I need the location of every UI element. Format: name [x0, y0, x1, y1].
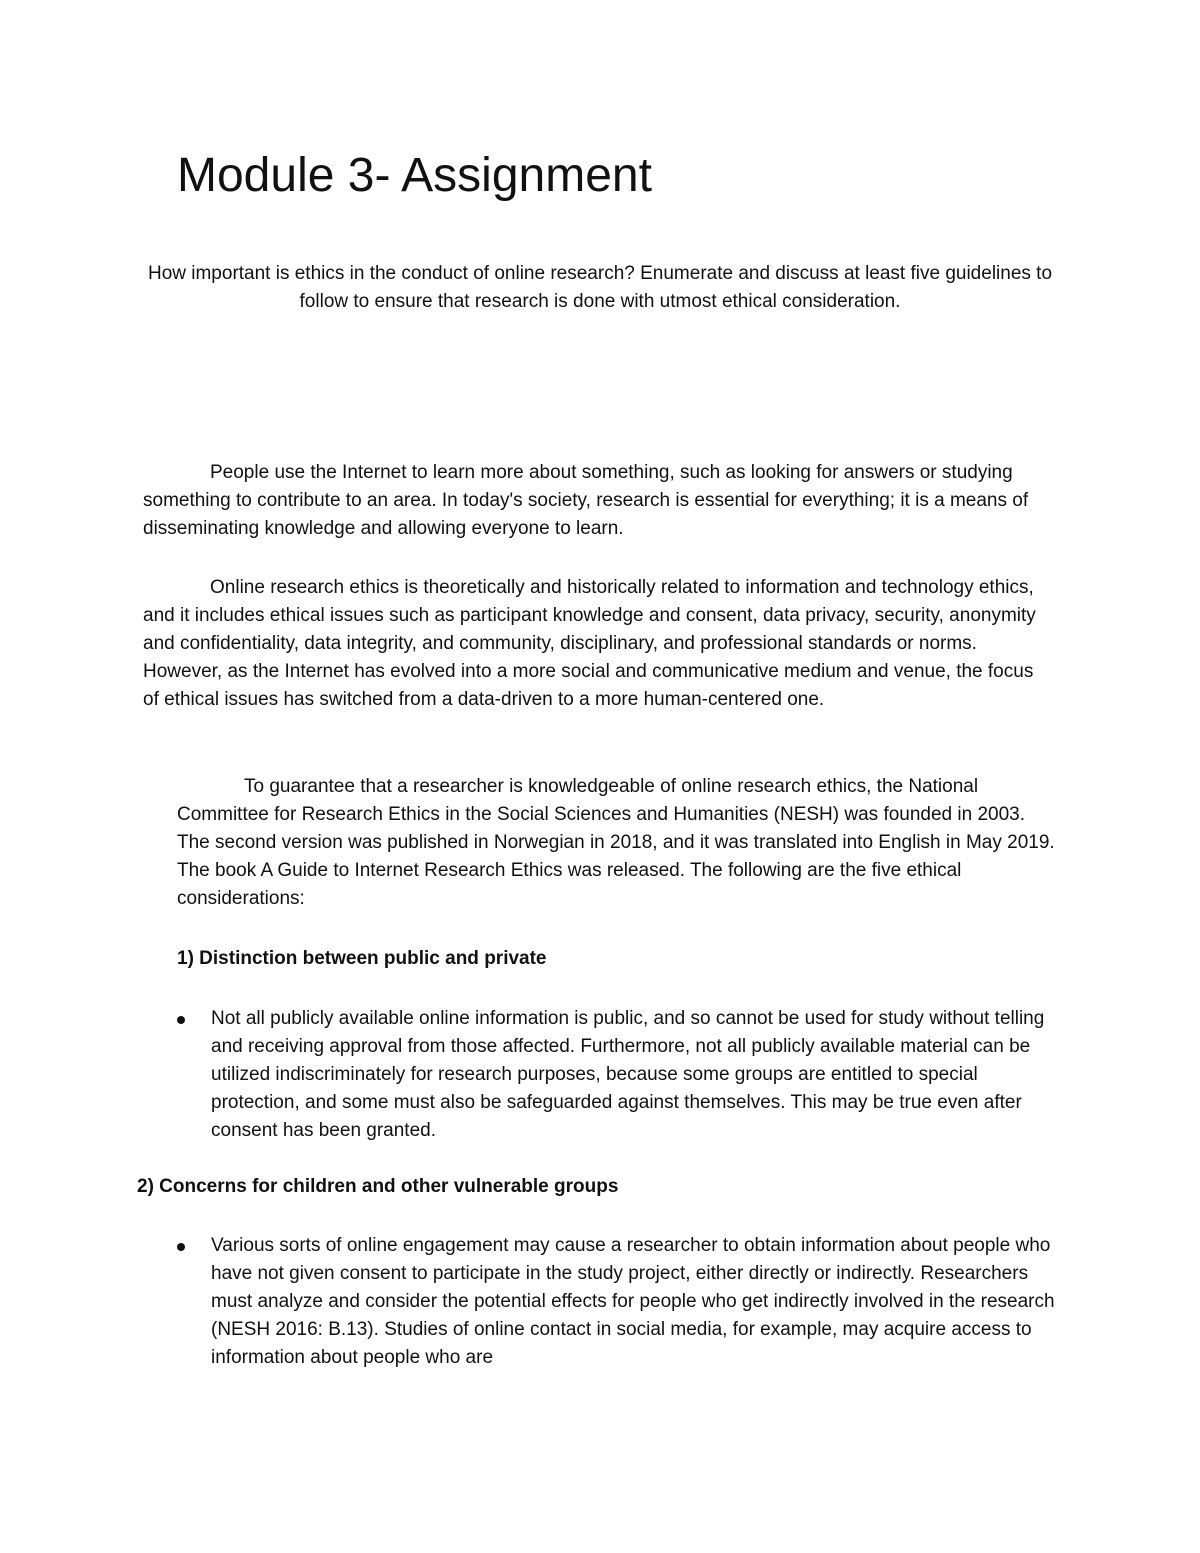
bullet-icon: [177, 1016, 185, 1024]
section-heading-vulnerable-groups: 2) Concerns for children and other vulnerable groups: [137, 1176, 619, 1197]
paragraph-online-research-ethics: Online research ethics is theoretically and historically related to information and technology ethics, and it includes ethical issues such as participant knowledge and consent, data privacy, security, anonymity and confidentiality, data integrity, and community, disciplinary, and professional standards or norms. However, as the Internet has evolved into a more social and communicative medium and venue, the focus of ethical issues has switched from a data-driven to a more human-centered one.: [143, 577, 1036, 710]
page-title: Module 3- Assignment: [177, 149, 652, 202]
assignment-question: How important is ethics in the conduct of online research? Enumerate and discuss at least five guidelines to follow to ensure that research is done with utmost ethical consideration.: [147, 263, 1053, 312]
paragraph-intro: People use the Internet to learn more about something, such as looking for answers or studying something to contribute to an area. In today's society, research is essential for everything; it is a means of disseminating knowledge and allowing everyone to learn.: [143, 462, 1029, 539]
paragraph-nesh-guidelines: To guarantee that a researcher is knowledgeable of online research ethics, the National Committee for Research Ethics in the Social Sciences and Humanities (NESH) was founded in 2003. The second version was published in Norwegian in 2018, and it was translated into English in May 2019. The book A Guide to Internet Research Ethics was released. The following are the five ethical considerations:: [177, 776, 1055, 909]
bullet-vulnerable-groups: Various sorts of online engagement may cause a researcher to obtain information about people who have not given consent to participate in the study project, either directly or indirectly. Researchers must analyze and consider the potential effects for people who get indirectly involved in the research (NESH 2016: B.13). Studies of online contact in social media, for example, may acquire access to information about people who are: [211, 1235, 1055, 1368]
section-heading-public-private: 1) Distinction between public and private: [177, 948, 547, 969]
bullet-icon: [177, 1243, 185, 1251]
bullet-public-private: Not all publicly available online information is public, and so cannot be used for study without telling and receiving approval from those affected. Furthermore, not all publicly available material can be utilized indiscriminately for research purposes, because some groups are entitled to special protection, and some must also be safeguarded against themselves. This may be true even after consent has been granted.: [211, 1008, 1045, 1141]
